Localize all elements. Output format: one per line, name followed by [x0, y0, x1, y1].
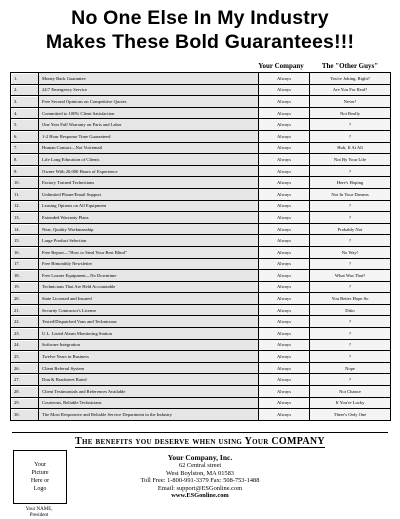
table-row: [11, 281, 391, 293]
row-number: 13.: [11, 212, 39, 224]
other-guys-value: ?: [310, 165, 391, 177]
guarantee-text: Free Loaner Equipment—No Downtime: [39, 270, 259, 282]
other-guys-value: ?: [310, 258, 391, 270]
table-row: [11, 119, 391, 131]
your-company-value: Always: [259, 200, 310, 212]
other-guys-value: ?: [310, 339, 391, 351]
guarantee-text: Courteous, Reliable Technicians: [39, 397, 259, 409]
other-guys-value: There's Only One: [310, 409, 391, 421]
other-guys-value: ?: [310, 235, 391, 247]
other-guys-value: You're Joking, Right?: [310, 73, 391, 85]
row-number: 12.: [11, 200, 39, 212]
row-number: 10.: [11, 177, 39, 189]
your-company-value: Always: [259, 281, 310, 293]
other-guys-value: ?: [310, 328, 391, 340]
other-guys-value: Probably Not: [310, 223, 391, 235]
table-row: [11, 223, 391, 235]
row-number: 23.: [11, 328, 39, 340]
guarantee-text: Life Long Education of Clients: [39, 154, 259, 166]
table-row: [11, 188, 391, 200]
guarantee-text: 24/7 Emergency Service: [39, 84, 259, 96]
table-row: [11, 84, 391, 96]
row-number: 14.: [11, 223, 39, 235]
your-company-value: Always: [259, 246, 310, 258]
table-row: [11, 154, 391, 166]
guarantee-text: Twelve Years in Business: [39, 351, 259, 363]
guarantee-text: U.L. Listed Alarm Monitoring Station: [39, 328, 259, 340]
your-company-value: Always: [259, 84, 310, 96]
guarantee-text: Free Report—"How to Steal Your Best Blind": [39, 246, 259, 258]
guarantee-text: State Licensed and Insured: [39, 293, 259, 305]
table-row: [11, 212, 391, 224]
guarantee-text: Extended Warranty Plans: [39, 212, 259, 224]
row-number: 18.: [11, 270, 39, 282]
table-row: [11, 316, 391, 328]
row-number: 17.: [11, 258, 39, 270]
table-row: [11, 374, 391, 386]
row-number: 22.: [11, 316, 39, 328]
president-signature: Your NAME, President: [25, 507, 53, 518]
row-number: 21.: [11, 304, 39, 316]
table-row: [11, 96, 391, 108]
guarantee-text: Unlimited Phone/Email Support: [39, 188, 259, 200]
your-company-value: Always: [259, 386, 310, 398]
your-company-value: Always: [259, 409, 310, 421]
your-company-value: Always: [259, 374, 310, 386]
guarantee-text: Money Back Guarantee: [39, 73, 259, 85]
row-number: 20.: [11, 293, 39, 305]
guarantee-text: One Year Full Warranty on Parts and Labor: [39, 119, 259, 131]
other-guys-value: No Way!: [310, 246, 391, 258]
guarantee-text: Client Referral System: [39, 362, 259, 374]
company-name: Your Company, Inc.: [167, 453, 233, 462]
your-company-value: Always: [259, 397, 310, 409]
guarantee-text: Committed to 100% Client Satisfaction: [39, 107, 259, 119]
guarantee-text: Leasing Options on All Equipment: [39, 200, 259, 212]
row-number: 2.: [11, 84, 39, 96]
guarantee-text: Client Testimonials and References Available: [39, 386, 259, 398]
table-row: [11, 328, 391, 340]
table-row: [11, 165, 391, 177]
other-guys-value: Not Chance: [310, 386, 391, 398]
table-row: [11, 362, 391, 374]
table-row: [11, 200, 391, 212]
row-number: 9.: [11, 165, 39, 177]
guarantee-text: Tested/Dispatched Vans and Technicians: [39, 316, 259, 328]
city-state-zip: West Boylston, MA 01583: [165, 469, 234, 477]
guarantee-text: Dun & Bradstreet Rated: [39, 374, 259, 386]
row-number: 3.: [11, 96, 39, 108]
other-guys-value: ?: [310, 281, 391, 293]
guarantee-text: Free Bimonthly Newsletter: [39, 258, 259, 270]
other-guys-value: ?: [310, 200, 391, 212]
guarantee-table: [10, 72, 391, 421]
table-row: [11, 339, 391, 351]
other-guys-value: Huh, If At All: [310, 142, 391, 154]
your-company-value: Always: [259, 316, 310, 328]
your-company-value: Always: [259, 130, 310, 142]
guarantee-text: Owner With 20,000 Hours of Experience: [39, 165, 259, 177]
table-row: [11, 258, 391, 270]
table-row: [11, 270, 391, 282]
guarantee-text: Factory Trained Technicians: [39, 177, 259, 189]
row-number: 16.: [11, 246, 39, 258]
your-company-value: Always: [259, 270, 310, 282]
divider: [12, 432, 388, 433]
other-guys-value: Ditto: [310, 304, 391, 316]
row-number: 6.: [11, 130, 39, 142]
row-number: 7.: [11, 142, 39, 154]
your-company-value: Always: [259, 73, 310, 85]
your-company-value: Always: [259, 154, 310, 166]
your-company-value: Always: [259, 328, 310, 340]
table-row: [11, 304, 391, 316]
guarantee-text: Free Second Opinions on Competitive Quotes: [39, 96, 259, 108]
your-company-value: Always: [259, 188, 310, 200]
table-row: [11, 386, 391, 398]
your-company-value: Always: [259, 223, 310, 235]
guarantee-text: Human Contact—Not Voicemail: [39, 142, 259, 154]
logo-placeholder-text: Your Picture Here or Logo: [30, 462, 50, 492]
row-number: 11.: [11, 188, 39, 200]
row-number: 5.: [11, 119, 39, 131]
row-number: 15.: [11, 235, 39, 247]
table-row: [11, 397, 391, 409]
guarantee-text: Large Product Selection: [39, 235, 259, 247]
row-number: 24.: [11, 339, 39, 351]
table-row: [11, 142, 391, 154]
other-guys-value: Not By Your Life: [310, 154, 391, 166]
your-company-value: Always: [259, 258, 310, 270]
website-link[interactable]: www.ESGonline.com: [171, 492, 229, 499]
guarantee-text: Technicians That Are Held Accountable: [39, 281, 259, 293]
guarantee-text: Software Integration: [39, 339, 259, 351]
table-row: [11, 107, 391, 119]
row-number: 4.: [11, 107, 39, 119]
table-row: [11, 235, 391, 247]
column-header-your-company: Your Company: [258, 62, 304, 70]
street-address: 62 Central street: [178, 462, 222, 469]
guarantee-text: Security Contractor's License: [39, 304, 259, 316]
other-guys-value: You Better Hope So: [310, 293, 391, 305]
tagline: [0, 436, 400, 447]
other-guys-value: Here's Hoping: [310, 177, 391, 189]
your-company-value: Always: [259, 119, 310, 131]
logo-placeholder: [13, 450, 67, 504]
row-number: 29.: [11, 397, 39, 409]
guarantee-text: 1-2 Hour Response Time Guaranteed: [39, 130, 259, 142]
other-guys-value: Are You For Real?: [310, 84, 391, 96]
headline-line-2: Makes These Bold Guarantees!!!: [45, 31, 355, 53]
other-guys-value: ?: [310, 119, 391, 131]
your-company-value: Always: [259, 96, 310, 108]
your-company-value: Always: [259, 362, 310, 374]
row-number: 30.: [11, 409, 39, 421]
your-company-value: Always: [259, 142, 310, 154]
your-company-value: Always: [259, 212, 310, 224]
table-row: [11, 409, 391, 421]
your-company-value: Always: [259, 235, 310, 247]
other-guys-value: ?: [310, 130, 391, 142]
company-address: [100, 453, 300, 500]
tagline-text: The benefits you deserve when using Your COMPANY: [75, 436, 325, 447]
row-number: 27.: [11, 374, 39, 386]
guarantee-text: The Most Responsive and Reliable Service Department in the Industry: [39, 409, 259, 421]
row-number: 26.: [11, 362, 39, 374]
your-company-value: Always: [259, 107, 310, 119]
other-guys-value: ?: [310, 316, 391, 328]
table-row: [11, 293, 391, 305]
other-guys-value: ?: [310, 374, 391, 386]
other-guys-value: Not Really: [310, 107, 391, 119]
your-company-value: Always: [259, 351, 310, 363]
table-row: [11, 73, 391, 85]
your-company-value: Always: [259, 165, 310, 177]
other-guys-value: Not In Your Dreams: [310, 188, 391, 200]
other-guys-value: If You're Lucky: [310, 397, 391, 409]
table-row: [11, 351, 391, 363]
other-guys-value: What Was That?: [310, 270, 391, 282]
other-guys-value: Never!: [310, 96, 391, 108]
your-company-value: Always: [259, 293, 310, 305]
row-number: 25.: [11, 351, 39, 363]
row-number: 1.: [11, 73, 39, 85]
table-row: [11, 177, 391, 189]
other-guys-value: Nope: [310, 362, 391, 374]
your-company-value: Always: [259, 304, 310, 316]
column-header-other-guys: The "Other Guys": [321, 62, 379, 70]
email-address: Email: support@ESGonline.com: [157, 484, 243, 492]
your-company-value: Always: [259, 177, 310, 189]
table-row: [11, 246, 391, 258]
other-guys-value: ?: [310, 351, 391, 363]
other-guys-value: ?: [310, 212, 391, 224]
guarantee-text: Neat, Quality Workmanship: [39, 223, 259, 235]
row-number: 19.: [11, 281, 39, 293]
row-number: 28.: [11, 386, 39, 398]
row-number: 8.: [11, 154, 39, 166]
headline-line-1: No One Else In My Industry: [71, 7, 329, 29]
phone-fax: Toll Free: 1-800-991-3379 Fax: 508-753-1488: [140, 477, 260, 484]
table-row: [11, 130, 391, 142]
your-company-value: Always: [259, 339, 310, 351]
